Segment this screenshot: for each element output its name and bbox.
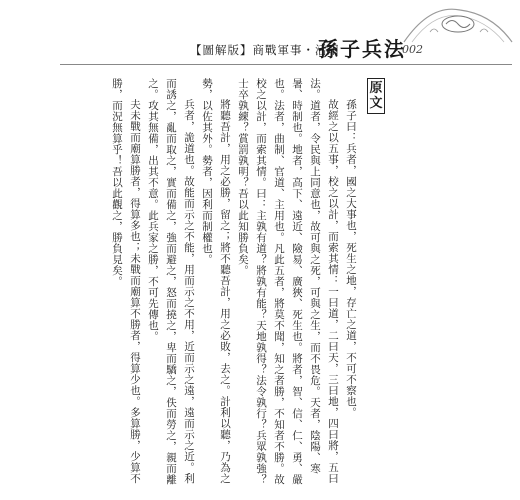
paragraph: 將聽吾計，用之必勝，留之；將不聽吾計，用之必敗，去之。計利以聽，乃為之勢，以佐其外。勢者，因利而制權也。 — [201, 78, 231, 484]
section-tag-char: 文 — [369, 96, 383, 111]
book-title: 孫子兵法 — [318, 37, 406, 61]
paragraph: 孫子曰：兵者，國之大事也，死生之地，存亡之道，不可不察也。 — [345, 99, 357, 418]
series-title: 【圖解版】商戰軍事・活用 — [190, 43, 340, 57]
paragraph: 兵者，詭道也。故能而示之不能，用而示之不用，近而示之遠，遠而示之近。利而誘之，亂而取之，實而備之，強而避之，怒而撓之，卑而驕之，佚而勞之，親而離之。攻其無備，出其不意。此兵家之勝，不可先傳也。 — [147, 78, 195, 485]
original-text — [108, 78, 360, 488]
section-tag-char: 原 — [369, 81, 383, 96]
page-header — [0, 0, 520, 62]
paragraph: 夫未戰而廟算勝者，得算多也；未戰而廟算不勝者，得算少也。多算勝，少算不勝，而況無算乎！吾以此觀之，勝負見矣。 — [111, 78, 141, 484]
page-number: 002 — [402, 43, 423, 56]
swirl-seal-ornament-icon — [400, 2, 516, 44]
paragraph: 故經之以五事，校之以計，而索其情：一曰道，二曰天，三曰地，四曰將，五曰法。道者，令民與上同意也，故可與之死，可與之生，而不畏危。天者，陰陽、寒暑、時制也。地者，高下、遠近、險易、廣狹、死生也。將者，智、信、仁、勇、嚴也。法者，曲制、官道、主用也。凡此五者，將莫不聞，知之者勝，不知者不勝。故校之以計，而索其情。曰：主孰有道？將孰有能？天地孰得？法令孰行？兵眾孰強？士卒孰練？賞罰孰明？吾以此知勝負矣。 — [237, 78, 339, 485]
header-rule — [60, 64, 512, 65]
section-tag — [367, 78, 385, 114]
